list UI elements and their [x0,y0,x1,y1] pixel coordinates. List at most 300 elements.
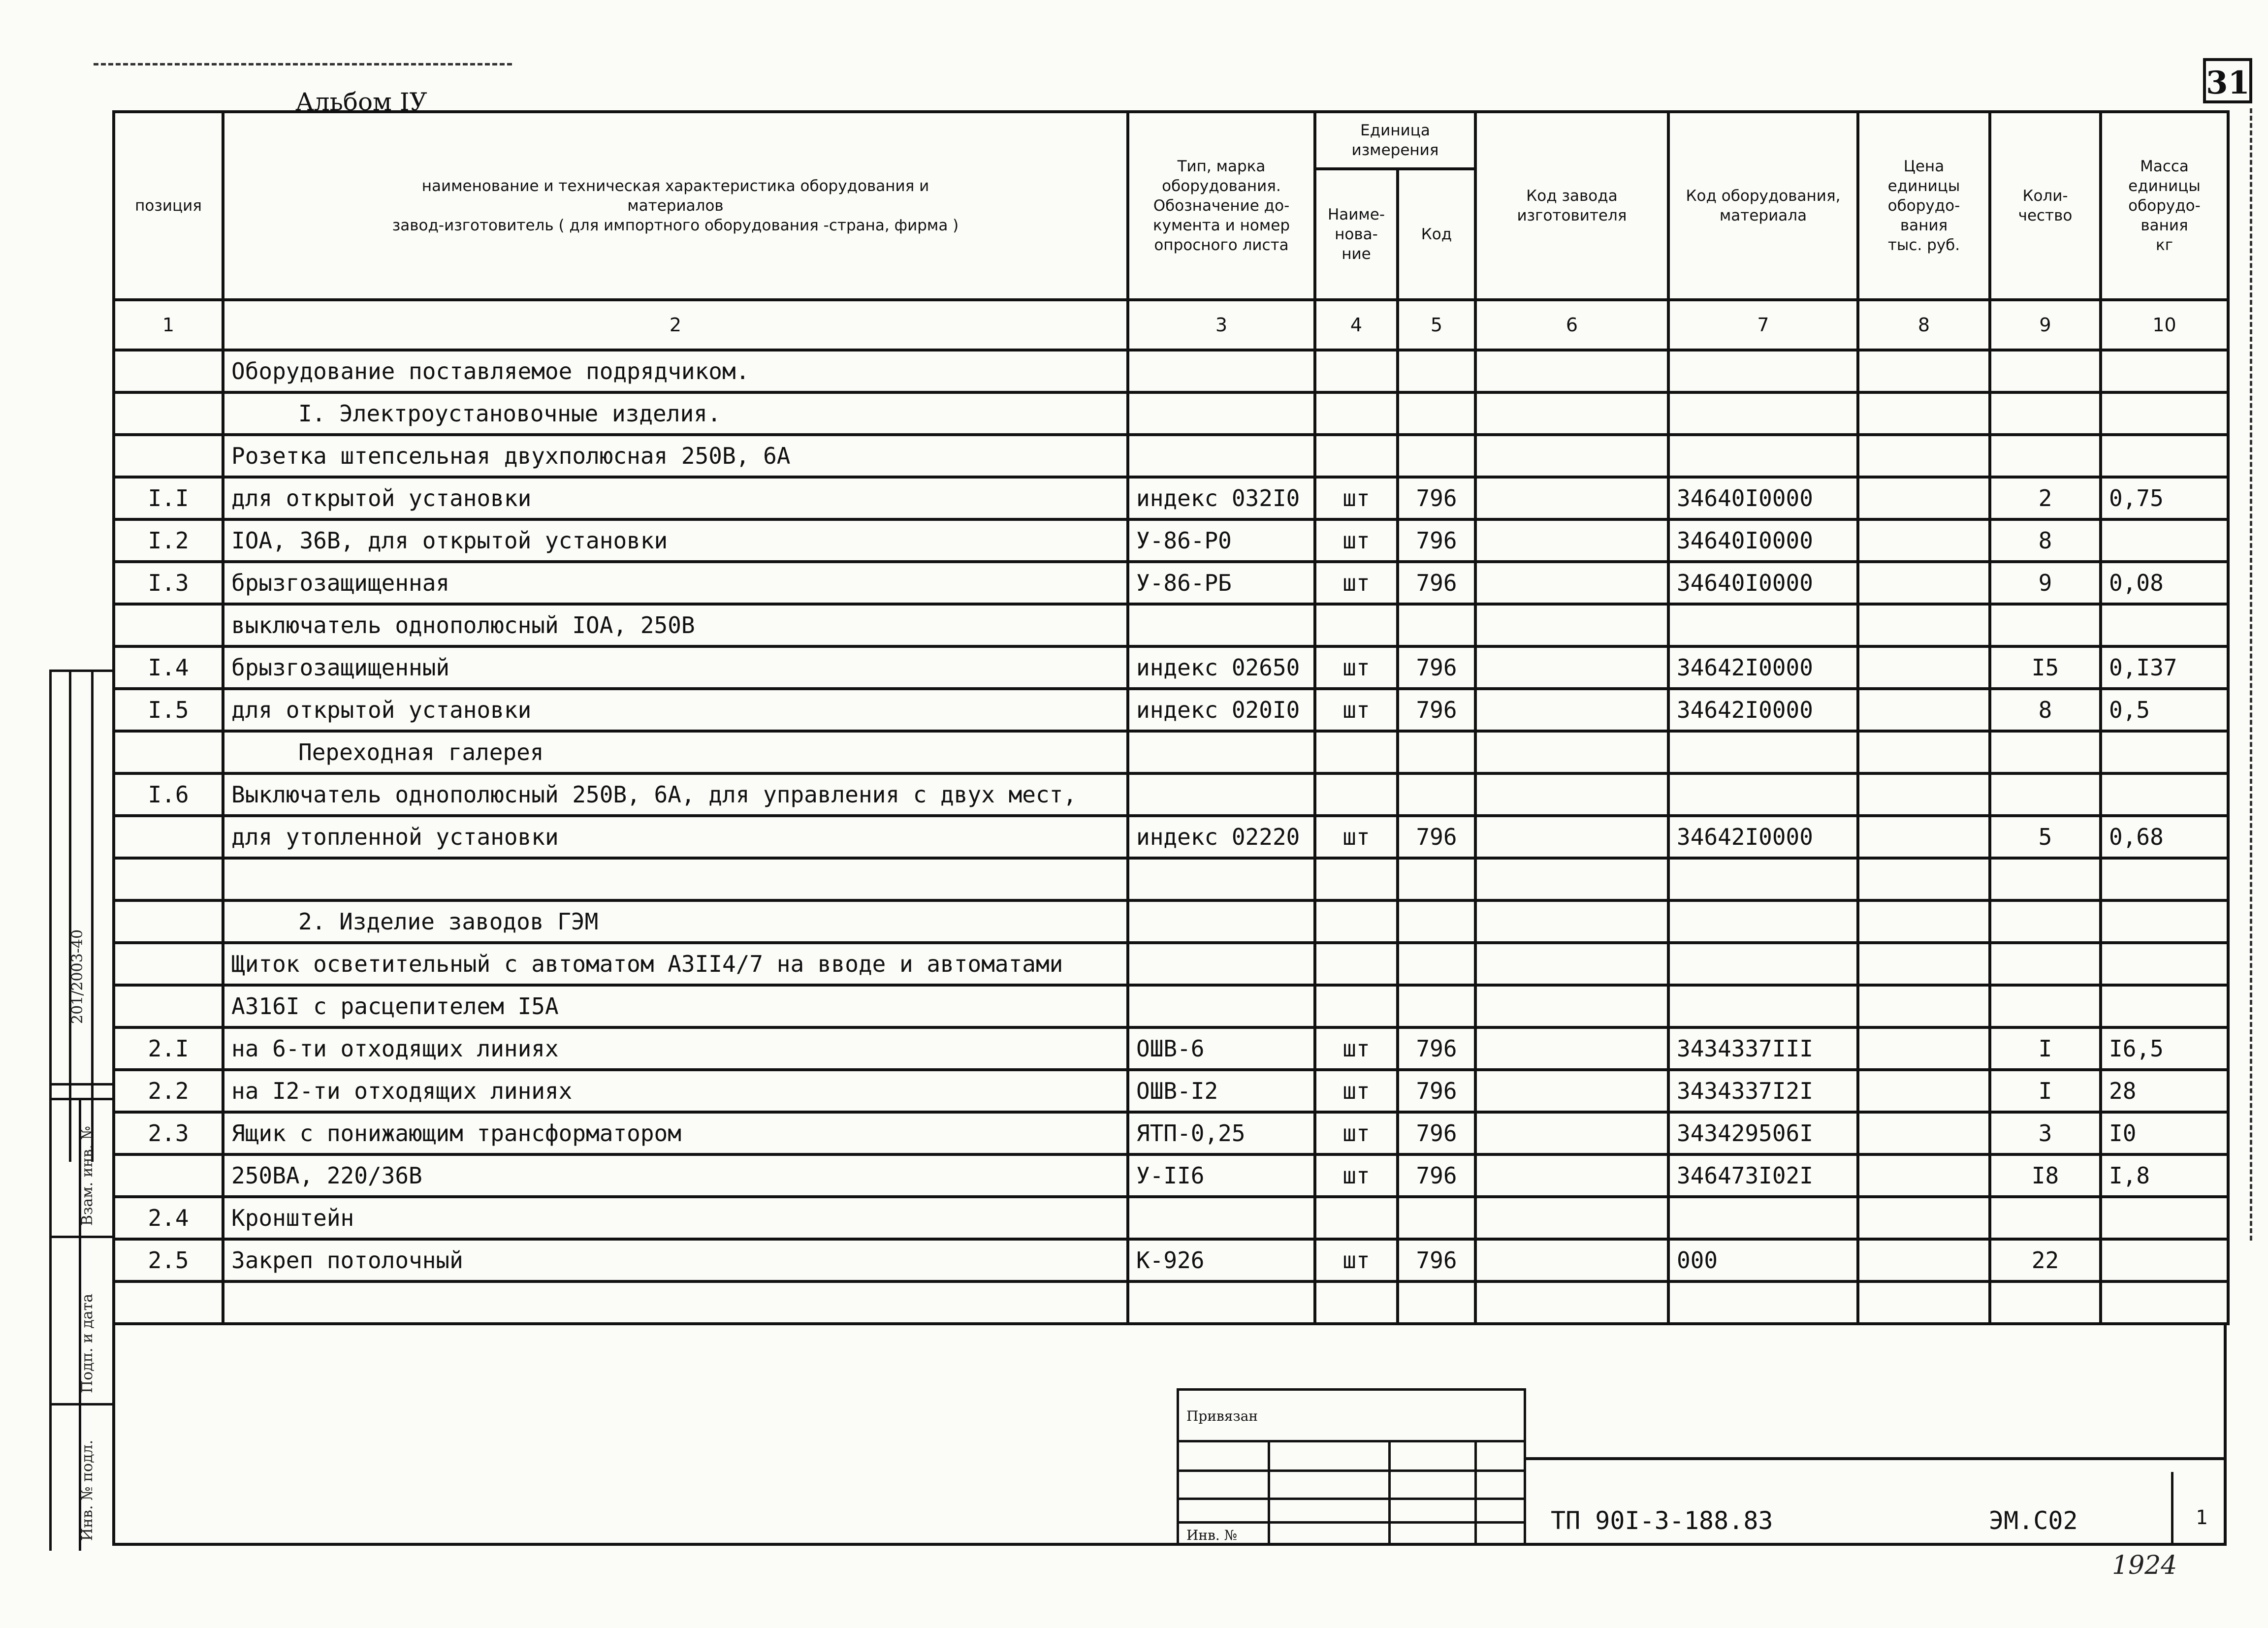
unit-code-cell [1398,858,1475,900]
page-number: 1 [2196,1506,2208,1529]
position-cell: 2.5 [114,1239,223,1281]
position-cell [114,858,223,900]
mass-cell [2101,1197,2228,1239]
name-cell: на 6-ти отходящих линиях [223,1027,1128,1070]
table-row [114,900,2228,943]
mass-cell: I,8 [2101,1154,2228,1197]
type-cell [1128,900,1315,943]
price-cell [1858,1281,1990,1324]
equipment-code-cell: 346473I02I [1668,1154,1858,1197]
equipment-code-cell [1668,435,1858,477]
unit-code-cell [1398,604,1475,646]
price-cell [1858,773,1990,816]
equipment-code-cell [1668,1281,1858,1324]
unit-code-cell [1398,392,1475,435]
equipment-code-cell [1668,943,1858,985]
unit-name-cell [1315,1281,1398,1324]
column-number: 2 [223,300,1128,350]
column-number: 8 [1858,300,1990,350]
header-name-line-3: завод-изготовитель ( для импортного оборудования -страна, фирма ) [392,217,959,234]
equipment-code-cell: 34640I0000 [1668,519,1858,562]
name-cell [223,1281,1128,1324]
unit-code-cell [1398,435,1475,477]
table-row [114,689,2228,731]
plant-code-cell [1475,900,1668,943]
unit-code-cell: 796 [1398,562,1475,604]
header-name [223,112,1128,300]
unit-name-cell: шт [1315,1070,1398,1112]
unit-name-cell [1315,731,1398,773]
price-cell [1858,731,1990,773]
position-cell: I.4 [114,646,223,689]
mass-cell: 0,68 [2101,816,2228,858]
plant-code-cell [1475,435,1668,477]
plant-code-cell [1475,689,1668,731]
plant-code-cell [1475,858,1668,900]
header-price-label: Цена единицы оборудо-вания [1887,158,1960,234]
plant-code-cell [1475,1281,1668,1324]
position-cell: I.2 [114,519,223,562]
equipment-code-cell [1668,604,1858,646]
type-cell: У-II6 [1128,1154,1315,1197]
header-type: Тип, марка оборудования. Обозначение до-кумента и номер опросного листа [1128,112,1315,300]
table-row [114,392,2228,435]
name-cell: I. Электроустановочные изделия. [223,392,1128,435]
column-number: 5 [1398,300,1475,350]
name-cell: IOA, 36В, для открытой установки [223,519,1128,562]
type-cell: индекс 032I0 [1128,477,1315,519]
specification-table [112,110,2230,1325]
table-row [114,562,2228,604]
column-number-row [114,300,2228,350]
equipment-code-cell: 3434337I2I [1668,1070,1858,1112]
price-cell [1858,689,1990,731]
header-equipment-code: Код оборудования, материала [1668,112,1858,300]
table-row [114,1027,2228,1070]
name-cell: 250ВА, 220/36В [223,1154,1128,1197]
name-cell: Переходная галерея [223,731,1128,773]
unit-code-cell: 796 [1398,477,1475,519]
price-cell [1858,1239,1990,1281]
plant-code-cell [1475,350,1668,392]
equipment-code-cell: 3434337III [1668,1027,1858,1070]
right-margin-dash [2250,108,2252,1241]
position-cell: I.5 [114,689,223,731]
type-cell [1128,773,1315,816]
plant-code-cell [1475,731,1668,773]
position-cell [114,350,223,392]
mass-cell [2101,1281,2228,1324]
header-name-line-2: материалов [627,197,724,215]
name-cell: для открытой установки [223,477,1128,519]
unit-name-cell: шт [1315,1112,1398,1154]
mass-cell [2101,985,2228,1027]
unit-name-cell [1315,943,1398,985]
equipment-code-cell: 34640I0000 [1668,562,1858,604]
plant-code-cell [1475,604,1668,646]
position-cell: I.3 [114,562,223,604]
mass-cell [2101,731,2228,773]
unit-name-cell: шт [1315,1239,1398,1281]
unit-name-cell [1315,604,1398,646]
price-cell [1858,435,1990,477]
quantity-cell: 22 [1990,1239,2101,1281]
quantity-cell: I [1990,1070,2101,1112]
quantity-cell [1990,604,2101,646]
plant-code-cell [1475,392,1668,435]
unit-code-cell: 796 [1398,1239,1475,1281]
unit-code-cell: 796 [1398,689,1475,731]
equipment-code-cell [1668,900,1858,943]
header-mass-label: Масса единицы оборудо-вания [2128,158,2201,234]
equipment-code-cell: 34640I0000 [1668,477,1858,519]
name-cell: выключатель однополюсный IOA, 250В [223,604,1128,646]
quantity-cell: 3 [1990,1112,2101,1154]
unit-name-cell [1315,900,1398,943]
plant-code-cell [1475,1070,1668,1112]
unit-name-cell: шт [1315,519,1398,562]
name-cell: Закреп потолочный [223,1239,1128,1281]
name-cell: Щиток осветительный с автоматом А3II4/7 на вводе и автоматами [223,943,1128,985]
type-cell [1128,731,1315,773]
position-cell [114,985,223,1027]
quantity-cell: 8 [1990,689,2101,731]
quantity-cell [1990,773,2101,816]
price-cell [1858,816,1990,858]
quantity-cell: 8 [1990,519,2101,562]
position-cell: I.I [114,477,223,519]
header-price-unit: тыс. руб. [1887,236,1960,254]
unit-code-cell [1398,350,1475,392]
plant-code-cell [1475,1239,1668,1281]
unit-name-cell [1315,773,1398,816]
unit-name-cell: шт [1315,1027,1398,1070]
price-cell [1858,1197,1990,1239]
equipment-code-cell [1668,985,1858,1027]
unit-code-cell: 796 [1398,816,1475,858]
mass-cell [2101,943,2228,985]
plant-code-cell [1475,1112,1668,1154]
unit-code-cell [1398,985,1475,1027]
position-cell [114,604,223,646]
type-cell: ОШВ-6 [1128,1027,1315,1070]
plant-code-cell [1475,943,1668,985]
position-cell: 2.4 [114,1197,223,1239]
column-number: 10 [2101,300,2228,350]
header-position: позиция [114,112,223,300]
mass-cell: 0,08 [2101,562,2228,604]
plant-code-cell [1475,562,1668,604]
mass-cell: 0,I37 [2101,646,2228,689]
position-cell [114,900,223,943]
mass-cell [2101,392,2228,435]
type-cell: индекс 020I0 [1128,689,1315,731]
quantity-cell [1990,1197,2101,1239]
mass-cell [2101,604,2228,646]
type-cell [1128,604,1315,646]
price-cell [1858,858,1990,900]
equipment-code-cell [1668,392,1858,435]
plant-code-cell [1475,646,1668,689]
unit-code-cell [1398,900,1475,943]
plant-code-cell [1475,477,1668,519]
mass-cell [2101,858,2228,900]
stamp-inv-label: Инв. № [1186,1527,1238,1543]
unit-code-cell [1398,943,1475,985]
type-cell [1128,1281,1315,1324]
unit-name-cell [1315,858,1398,900]
price-cell [1858,1070,1990,1112]
quantity-cell [1990,392,2101,435]
quantity-cell [1990,731,2101,773]
price-cell [1858,1027,1990,1070]
position-cell [114,816,223,858]
handwritten-number: 1924 [2112,1551,2177,1580]
name-cell: Ящик с понижающим трансформатором [223,1112,1128,1154]
quantity-cell [1990,900,2101,943]
plant-code-cell [1475,985,1668,1027]
margin-label-a: Взам. инв. № [79,1125,96,1226]
document-code: ТП 90I-3-188.83 [1551,1506,1773,1535]
table-row [114,1197,2228,1239]
type-cell: К-926 [1128,1239,1315,1281]
unit-name-cell: шт [1315,1154,1398,1197]
stamp-attached-label: Привязан [1186,1408,1258,1424]
name-cell: 2. Изделие заводов ГЭМ [223,900,1128,943]
unit-code-cell [1398,731,1475,773]
left-margin-strip-upper [49,670,113,1162]
header-unit-code: Код [1398,169,1475,300]
unit-name-cell: шт [1315,646,1398,689]
unit-code-cell [1398,1281,1475,1324]
plant-code-cell [1475,1027,1668,1070]
mass-cell [2101,1239,2228,1281]
price-cell [1858,350,1990,392]
header-mass-unit: кг [2155,236,2173,254]
equipment-code-cell [1668,858,1858,900]
position-cell [114,1154,223,1197]
table-row [114,1154,2228,1197]
type-cell: индекс 02650 [1128,646,1315,689]
type-cell: ОШВ-I2 [1128,1070,1315,1112]
top-dash-line [94,63,512,65]
quantity-cell [1990,943,2101,985]
left-margin-strip-lower [49,1098,113,1551]
name-cell: Кронштейн [223,1197,1128,1239]
attachment-stamp [1177,1388,1526,1546]
type-cell [1128,435,1315,477]
name-cell: А316I с расцепителем I5А [223,985,1128,1027]
unit-code-cell: 796 [1398,1154,1475,1197]
unit-name-cell: шт [1315,477,1398,519]
unit-name-cell [1315,985,1398,1027]
type-cell: У-86-РБ [1128,562,1315,604]
mass-cell: 0,75 [2101,477,2228,519]
type-cell: У-86-Р0 [1128,519,1315,562]
header-mass [2101,112,2228,300]
table-row [114,350,2228,392]
unit-name-cell: шт [1315,689,1398,731]
unit-code-cell: 796 [1398,1070,1475,1112]
unit-code-cell [1398,773,1475,816]
unit-code-cell [1398,1197,1475,1239]
equipment-code-cell [1668,773,1858,816]
mass-cell [2101,519,2228,562]
unit-name-cell [1315,392,1398,435]
album-label: Альбом IУ [295,88,427,116]
unit-name-cell: шт [1315,562,1398,604]
name-cell: на I2-ти отходящих линиях [223,1070,1128,1112]
header-price [1858,112,1990,300]
name-cell: Розетка штепсельная двухполюсная 250В, 6А [223,435,1128,477]
quantity-cell [1990,435,2101,477]
type-cell [1128,858,1315,900]
table-row [114,1239,2228,1281]
document-sheet-code: ЭМ.С02 [1989,1506,2078,1535]
table-body [114,350,2228,1324]
plant-code-cell [1475,1154,1668,1197]
table-row [114,731,2228,773]
equipment-code-cell [1668,1197,1858,1239]
position-cell [114,435,223,477]
table-row [114,435,2228,477]
equipment-code-cell [1668,350,1858,392]
price-cell [1858,1112,1990,1154]
equipment-code-cell: 343429506I [1668,1112,1858,1154]
unit-name-cell: шт [1315,816,1398,858]
unit-name-cell [1315,1197,1398,1239]
type-cell [1128,943,1315,985]
name-cell: для утопленной установки [223,816,1128,858]
name-cell [223,858,1128,900]
price-cell [1858,646,1990,689]
equipment-code-cell [1668,731,1858,773]
table-row [114,943,2228,985]
equipment-code-cell: 34642I0000 [1668,646,1858,689]
position-cell: I.6 [114,773,223,816]
type-cell: индекс 02220 [1128,816,1315,858]
type-cell [1128,350,1315,392]
type-cell [1128,985,1315,1027]
name-cell: брызгозащищенный [223,646,1128,689]
price-cell [1858,1154,1990,1197]
quantity-cell: I8 [1990,1154,2101,1197]
table-row [114,985,2228,1027]
quantity-cell [1990,858,2101,900]
name-cell: брызгозащищенная [223,562,1128,604]
unit-code-cell: 796 [1398,1112,1475,1154]
table-row [114,1070,2228,1112]
table-row [114,519,2228,562]
position-cell [114,1281,223,1324]
position-cell [114,392,223,435]
position-cell [114,943,223,985]
price-cell [1858,477,1990,519]
unit-name-cell [1315,435,1398,477]
table-row [114,773,2228,816]
margin-label-b: Подп. и дата [79,1293,96,1393]
table-row [114,816,2228,858]
quantity-cell: I5 [1990,646,2101,689]
margin-label-c: Инв. № подл. [79,1439,96,1541]
header-plant-code: Код завода изготовителя [1475,112,1668,300]
mass-cell [2101,350,2228,392]
mass-cell [2101,900,2228,943]
name-cell: для открытой установки [223,689,1128,731]
column-number: 9 [1990,300,2101,350]
quantity-cell: 2 [1990,477,2101,519]
table-row [114,1112,2228,1154]
price-cell [1858,900,1990,943]
unit-code-cell: 796 [1398,646,1475,689]
plant-code-cell [1475,773,1668,816]
header-unit-name: Наиме-нова-ние [1315,169,1398,300]
equipment-code-cell: 34642I0000 [1668,816,1858,858]
unit-code-cell: 796 [1398,1027,1475,1070]
column-number: 1 [114,300,223,350]
plant-code-cell [1475,1197,1668,1239]
name-cell: Выключатель однополюсный 250В, 6А, для управления с двух мест, [223,773,1128,816]
sheet-number: 31 [2203,58,2252,103]
mass-cell: 0,5 [2101,689,2228,731]
price-cell [1858,943,1990,985]
price-cell [1858,392,1990,435]
quantity-cell: 5 [1990,816,2101,858]
quantity-cell [1990,350,2101,392]
table-row [114,1281,2228,1324]
header-name-line-1: наименование и техническая характеристика оборудования и [421,177,929,195]
column-number: 6 [1475,300,1668,350]
price-cell [1858,985,1990,1027]
quantity-cell [1990,1281,2101,1324]
table-row [114,646,2228,689]
mass-cell: I0 [2101,1112,2228,1154]
quantity-cell [1990,985,2101,1027]
unit-name-cell [1315,350,1398,392]
quantity-cell: I [1990,1027,2101,1070]
position-cell [114,731,223,773]
unit-code-cell: 796 [1398,519,1475,562]
position-cell: 2.I [114,1027,223,1070]
type-cell [1128,392,1315,435]
name-cell: Оборудование поставляемое подрядчиком. [223,350,1128,392]
price-cell [1858,562,1990,604]
type-cell [1128,1197,1315,1239]
column-number: 7 [1668,300,1858,350]
quantity-cell: 9 [1990,562,2101,604]
type-cell: ЯТП-0,25 [1128,1112,1315,1154]
mass-cell [2101,435,2228,477]
plant-code-cell [1475,816,1668,858]
table-row [114,604,2228,646]
header-unit-group: Единица измерения [1315,112,1475,169]
mass-cell: 28 [2101,1070,2228,1112]
position-cell: 2.3 [114,1112,223,1154]
column-number: 3 [1128,300,1315,350]
plant-code-cell [1475,519,1668,562]
price-cell [1858,604,1990,646]
equipment-code-cell: 34642I0000 [1668,689,1858,731]
equipment-code-cell: 000 [1668,1239,1858,1281]
mass-cell: I6,5 [2101,1027,2228,1070]
table-row [114,858,2228,900]
price-cell [1858,519,1990,562]
mass-cell [2101,773,2228,816]
margin-label-d: 201/2003-40 [69,929,86,1024]
column-number: 4 [1315,300,1398,350]
table-row [114,477,2228,519]
header-quantity: Коли-чество [1990,112,2101,300]
